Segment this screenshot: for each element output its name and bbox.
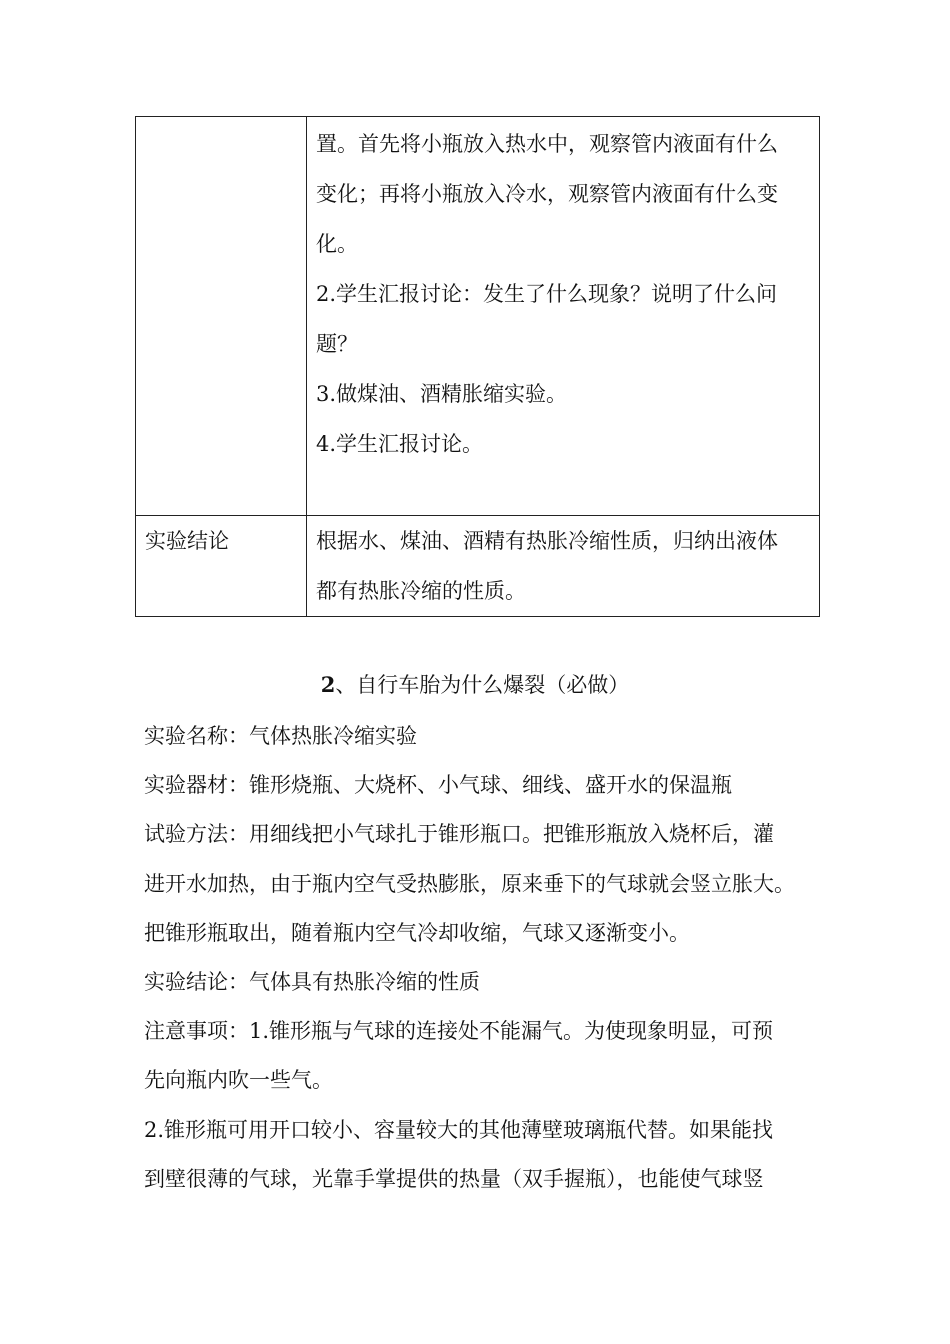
body-line: 试验方法：用细线把小气球扎于锥形瓶口。把锥形瓶放入烧杯后，灌 xyxy=(144,822,774,847)
table-label-cell xyxy=(136,117,307,516)
body-line: 先向瓶内吹一些气。 xyxy=(144,1068,333,1093)
section-title xyxy=(0,660,950,710)
body-line: 注意事项：1.锥形瓶与气球的连接处不能漏气。为使现象明显，可预 xyxy=(144,1019,774,1044)
table-line: 题？ xyxy=(316,332,358,356)
table-line: 变化；再将小瓶放入冷水，观察管内液面有什么变 xyxy=(316,182,778,206)
section-title-text: 、自行车胎为什么爆裂（必做） xyxy=(335,673,630,697)
body-line: 实验结论：气体具有热胀冷缩的性质 xyxy=(144,970,480,995)
table-line: 都有热胀冷缩的性质。 xyxy=(316,579,526,603)
table-content-cell xyxy=(307,117,820,516)
table-line: 3.做煤油、酒精胀缩实验。 xyxy=(316,382,568,406)
table-label: 实验结论 xyxy=(145,529,229,553)
table-label-cell xyxy=(136,516,307,617)
table-line: 根据水、煤油、酒精有热胀冷缩性质，归纳出液体 xyxy=(316,529,778,553)
table-content-cell xyxy=(307,516,820,617)
body-line: 把锥形瓶取出，随着瓶内空气冷却收缩，气球又逐渐变小。 xyxy=(144,920,690,945)
body-line: 进开水加热，由于瓶内空气受热膨胀，原来垂下的气球就会竖立胀大。 xyxy=(144,871,795,896)
body-line: 实验名称：气体热胀冷缩实验 xyxy=(144,724,417,748)
body-line: 实验器材：锥形烧瓶、大烧杯、小气球、细线、盛开水的保温瓶 xyxy=(144,773,732,798)
table-line: 化。 xyxy=(316,232,358,256)
experiment-table xyxy=(135,116,820,617)
body-line: 2.锥形瓶可用开口较小、容量较大的其他薄壁玻璃瓶代替。如果能找 xyxy=(144,1117,774,1142)
table-row xyxy=(136,516,820,617)
section-number: 2 xyxy=(320,672,336,697)
table-line: 置。首先将小瓶放入热水中，观察管内液面有什么 xyxy=(316,132,778,156)
table-row xyxy=(136,117,820,516)
body-line: 到壁很薄的气球，光靠手掌提供的热量（双手握瓶），也能使气球竖 xyxy=(144,1166,764,1191)
body-text xyxy=(144,712,816,1204)
table-line: 4.学生汇报讨论。 xyxy=(316,432,484,456)
table-line: 2.学生汇报讨论：发生了什么现象？说明了什么问 xyxy=(316,282,778,306)
